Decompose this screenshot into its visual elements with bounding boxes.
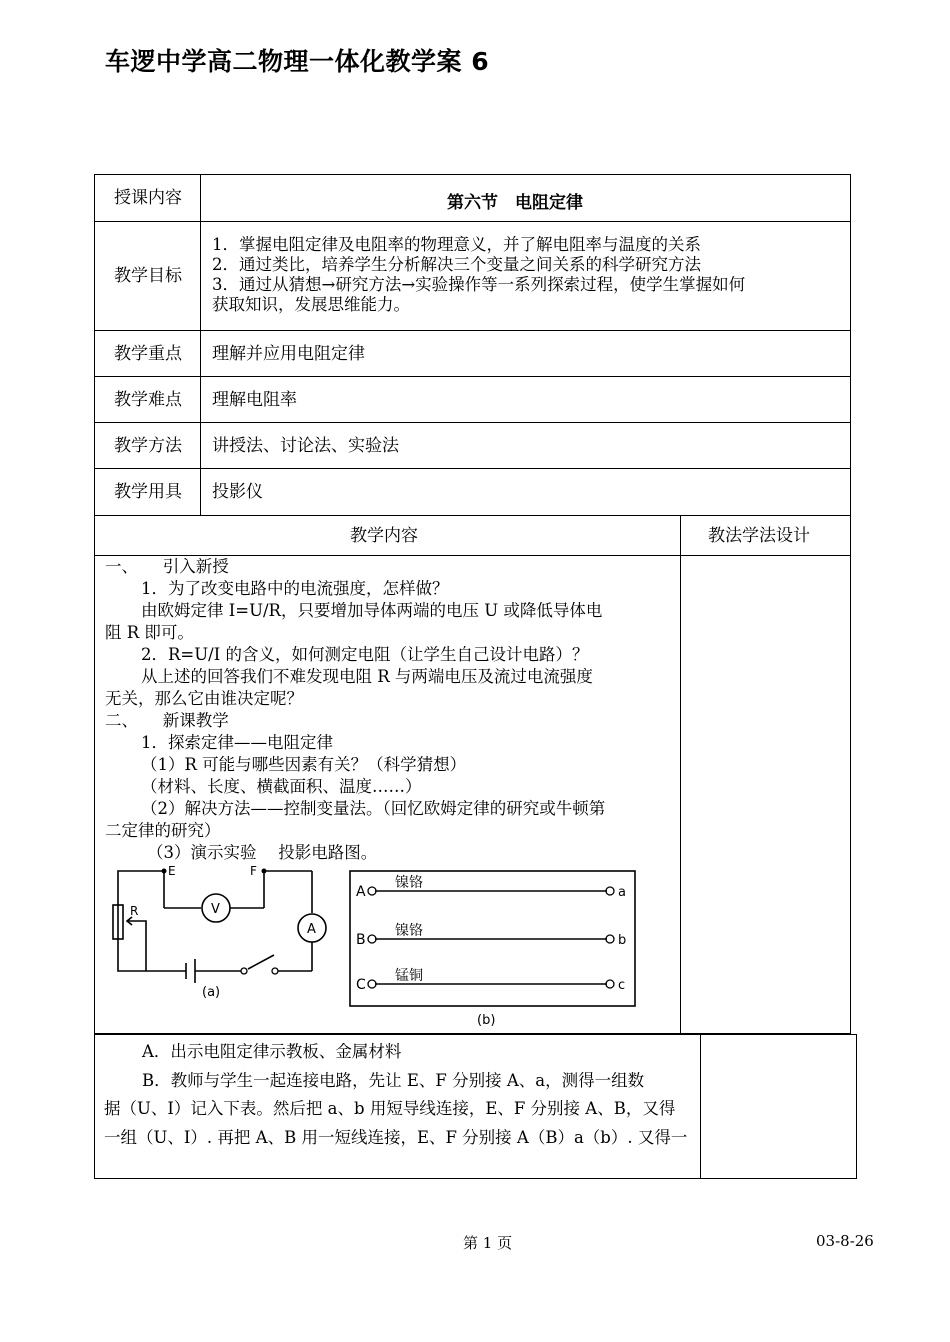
content-line: 由欧姆定律 I=U/R，只要增加导体两端的电压 U 或降低导体电 xyxy=(141,601,603,620)
terminal-a-lower: a xyxy=(618,885,626,900)
content-line: 2．R=U/I 的含义，如何测定电阻（让学生自己设计电路）？ xyxy=(141,645,589,664)
content2-line: 一组（U、I）. 再把 A、B 用一短线连接，E、F 分别接 A（B）a（b）. 又得一 xyxy=(104,1127,688,1147)
label-e: E xyxy=(168,864,176,878)
voltmeter-label: V xyxy=(211,902,220,917)
figure-a-caption: (a) xyxy=(202,985,221,1000)
terminal-c-upper: C xyxy=(356,977,366,993)
experiment-content xyxy=(104,1038,694,1152)
goal-line: 获取知识，发展思维能力。 xyxy=(212,295,410,314)
method-value: 讲授法、讨论法、实验法 xyxy=(212,436,399,456)
goal-line: 3．通过从猜想→研究方法→实验操作等一系列探索过程，使学生掌握如何 xyxy=(212,275,746,294)
key-point-value: 理解并应用电阻定律 xyxy=(212,344,365,364)
difficulty-label: 教学难点 xyxy=(114,390,182,410)
footer-date: 03-8-26 xyxy=(816,1232,874,1250)
terminal-b-lower: b xyxy=(618,933,627,948)
label-column-divider xyxy=(200,174,201,516)
content-line: 从上述的回答我们不难发现电阻 R 与两端电压及流过电流强度 xyxy=(141,667,593,686)
goal-line: 2．通过类比，培养学生分析解决三个变量之间关系的科学研究方法 xyxy=(212,255,701,274)
content-line: （1）R 可能与哪些因素有关？（科学猜想） xyxy=(141,755,467,774)
figure-b-caption: (b) xyxy=(477,1013,496,1028)
content-line: 一、 引入新授 xyxy=(105,557,229,576)
difficulty-value: 理解电阻率 xyxy=(212,390,297,410)
terminal-c-lower: c xyxy=(618,978,626,993)
method-label: 教学方法 xyxy=(114,436,182,456)
label-f: F xyxy=(250,864,257,878)
tools-label: 教学用具 xyxy=(114,482,182,502)
goal-line: 1．掌握电阻定律及电阻率的物理意义，并了解电阻率与温度的关系 xyxy=(212,235,701,254)
key-point-label: 教学重点 xyxy=(114,344,182,364)
content2-line: B．教师与学生一起连接电路，先让 E、F 分别接 A、a，测得一组数 xyxy=(142,1070,645,1090)
content-line: （2）解决方法——控制变量法。（回忆欧姆定律的研究或牛顿第 xyxy=(141,799,606,818)
wire-board-diagram-b xyxy=(345,866,640,1036)
content-line: （材料、长度、横截面积、温度……） xyxy=(141,777,422,796)
terminal-a-upper: A xyxy=(356,884,366,900)
topic-label: 授课内容 xyxy=(114,188,182,208)
content-line: 阻 R 即可。 xyxy=(105,623,194,642)
goals-list xyxy=(212,235,842,315)
page-number: 第 1 页 xyxy=(463,1234,513,1252)
circuit-diagram-a xyxy=(106,863,331,1003)
terminal-b-upper: B xyxy=(356,932,366,948)
content2-line: 据（U、I）记入下表。然后把 a、b 用短导线连接，E、F 分别接 A、B，又得 xyxy=(104,1099,676,1118)
content-line: （3）演示实验 投影电路图。 xyxy=(147,843,378,862)
content2-line: A．出示电阻定律示教板、金属材料 xyxy=(142,1042,402,1061)
content-line: 二、 新课教学 xyxy=(105,711,229,730)
wire-3-material: 锰铜 xyxy=(395,968,423,984)
ammeter-label: A xyxy=(307,922,316,937)
wire-1-material: 镍铬 xyxy=(395,875,423,891)
wire-2-material: 镍铬 xyxy=(395,923,423,939)
teaching-content xyxy=(105,556,677,864)
content-line: 1．探索定律——电阻定律 xyxy=(141,733,333,752)
document-title: 车逻中学高二物理一体化教学案 6 xyxy=(105,47,490,76)
content-header: 教学内容 xyxy=(350,526,418,546)
content-line: 1．为了改变电路中的电流强度，怎样做？ xyxy=(141,579,449,598)
topic-value: 第六节 电阻定律 xyxy=(447,193,583,213)
goals-label: 教学目标 xyxy=(114,266,182,286)
tools-value: 投影仪 xyxy=(212,482,263,502)
design-header: 教法学法设计 xyxy=(708,526,810,546)
design-column-divider xyxy=(680,515,681,1034)
label-r: R xyxy=(130,904,139,918)
content-line: 无关，那么它由谁决定呢？ xyxy=(105,689,303,708)
content-line: 二定律的研究） xyxy=(105,821,221,840)
